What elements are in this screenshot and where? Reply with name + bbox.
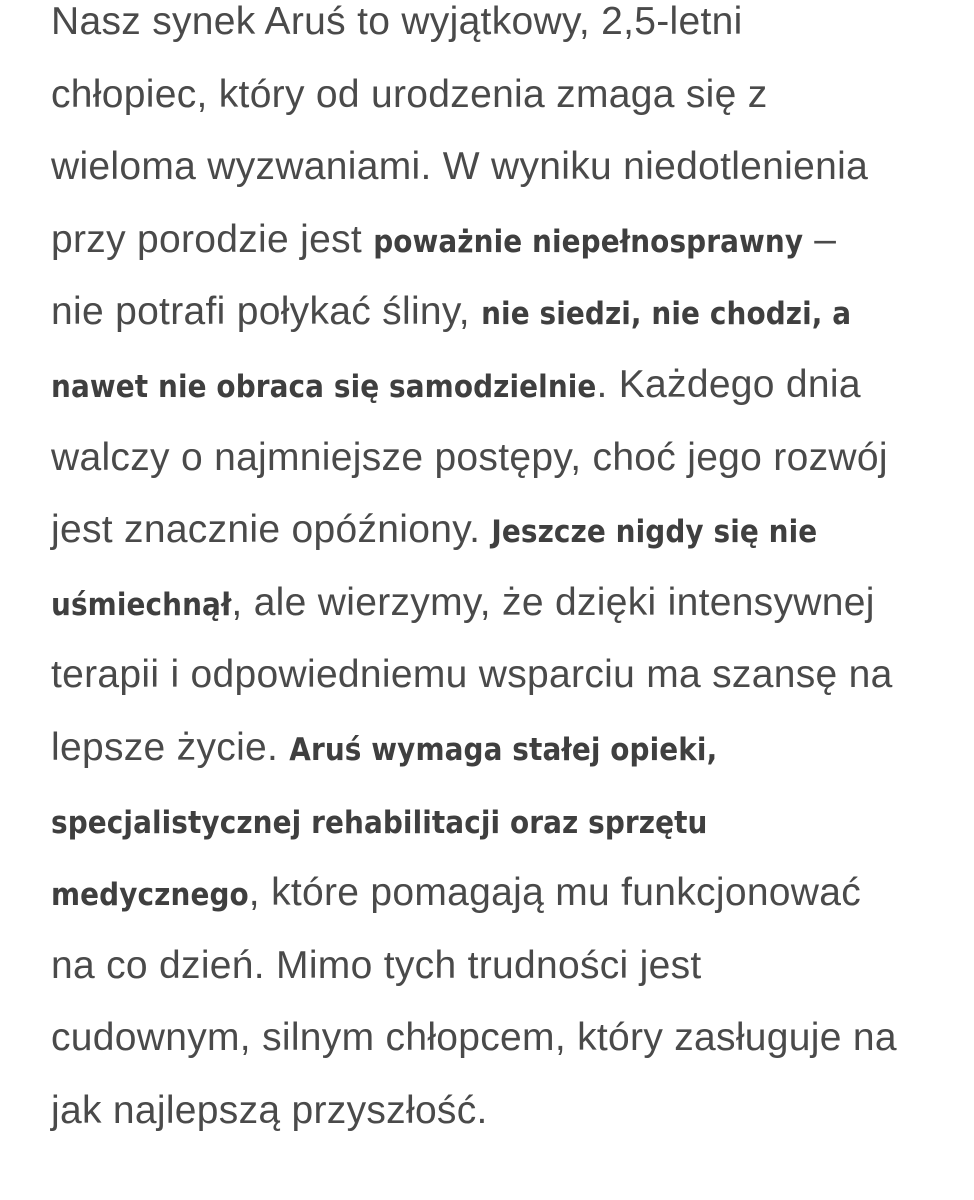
paragraph-line	[51, 494, 931, 567]
text-segment: na co dzień. Mimo tych trudności jest	[51, 943, 702, 987]
paragraph-line	[51, 567, 931, 640]
paragraph-line	[51, 422, 931, 495]
paragraph-line	[51, 204, 931, 277]
bold-text: Aruś wymaga stałej opieki,	[289, 731, 718, 768]
paragraph-line	[51, 349, 931, 422]
paragraph-line	[51, 785, 931, 858]
bold-text: specjalistycznej rehabilitacji oraz sprzętu	[51, 804, 708, 841]
paragraph-line	[51, 857, 931, 930]
article-body	[51, 0, 931, 1162]
text-segment: jak najlepszą przyszłość.	[51, 1088, 488, 1132]
text-segment: terapii i odpowiedniemu wsparciu ma szansę na	[51, 653, 893, 697]
text-segment: chłopiec, który od urodzenia zmaga się z	[51, 72, 768, 116]
bold-text: uśmiechnął	[51, 586, 232, 623]
text-segment: przy porodzie jest	[51, 217, 374, 261]
text-segment: , ale wierzymy, że dzięki intensywnej	[231, 580, 875, 624]
paragraph-line	[51, 0, 931, 59]
text-segment: cudownym, silnym chłopcem, który zasługuje na	[51, 1016, 897, 1060]
text-segment: walczy o najmniejsze postępy, choć jego rozwój	[51, 435, 888, 479]
text-segment: jest znacznie opóźniony.	[51, 508, 492, 552]
text-segment: . Każdego dnia	[596, 362, 861, 406]
paragraph-line	[51, 930, 931, 1003]
text-segment: , które pomagają mu funkcjonować	[248, 871, 862, 915]
text-segment: wieloma wyzwaniami. W wyniku niedotlenienia	[51, 145, 869, 189]
paragraph-line	[51, 639, 931, 712]
paragraph-line	[51, 131, 931, 204]
paragraph-line	[51, 1002, 931, 1075]
text-segment: lepsze życie.	[51, 725, 290, 769]
paragraph-line	[51, 1075, 931, 1148]
bold-text: medycznego	[51, 877, 249, 914]
bold-text: poważnie niepełnosprawny	[373, 223, 804, 260]
article-paragraph	[51, 0, 931, 1148]
bold-text: nawet nie obraca się samodzielnie	[51, 368, 597, 405]
paragraph-line	[51, 712, 931, 785]
paragraph-line	[51, 276, 931, 349]
paragraph-line	[51, 59, 931, 132]
text-segment: Nasz synek Aruś to wyjątkowy, 2,5-letni	[51, 0, 743, 43]
text-segment: –	[803, 217, 837, 261]
bold-text: Jeszcze nigdy się nie	[491, 514, 818, 551]
text-segment: nie potrafi połykać śliny,	[51, 290, 482, 334]
bold-text: nie siedzi, nie chodzi, a	[481, 296, 852, 333]
